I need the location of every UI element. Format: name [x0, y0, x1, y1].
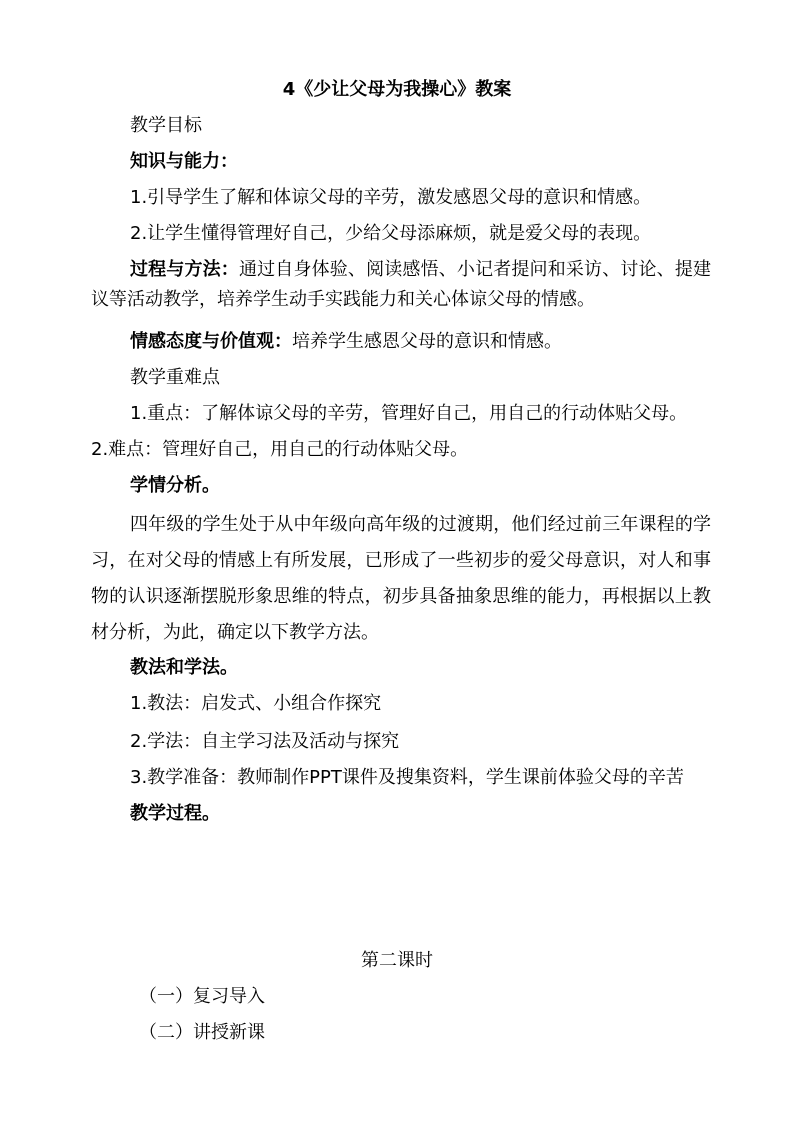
process-method-text: 通过自身体验、阅读感悟、小记者提问和采访、讨论、提建议等活动教学，培养学生动手实践能力和关心体谅父母的情感。 [91, 259, 711, 310]
document-title: 4《少让父母为我操心》教案 [282, 79, 512, 100]
analysis-heading: 学情分析。 [130, 475, 220, 496]
teaching-process-heading: 教学过程。 [130, 803, 220, 824]
methods-item-3: 3.教学准备：教师制作PPT课件及搜集资料，学生课前体验父母的辛苦 [130, 767, 684, 788]
keypoint-item-2: 2.难点：管理好自己，用自己的行动体贴父母。 [91, 439, 469, 460]
methods-heading: 教法和学法。 [130, 657, 238, 678]
knowledge-heading: 知识与能力： [130, 151, 238, 172]
methods-item-1: 1.教法：启发式、小组合作探究 [130, 693, 382, 714]
knowledge-item-1: 1.引导学生了解和体谅父母的辛劳，激发感恩父母的意识和情感。 [130, 187, 652, 208]
keypoint-item-1: 1.重点：了解体谅父母的辛劳，管理好自己，用自己的行动体贴父母。 [130, 403, 688, 424]
keypoint-heading: 教学重难点 [130, 367, 220, 388]
process-method-paragraph [91, 255, 711, 315]
methods-item-2: 2.学法：自主学习法及活动与探究 [130, 731, 400, 752]
emotion-label: 情感态度与价值观： [130, 331, 292, 352]
emotion-text: 培养学生感恩父母的意识和情感。 [292, 331, 562, 352]
emotion-paragraph [130, 330, 562, 354]
lesson-part-2: （二）讲授新课 [139, 1022, 265, 1043]
teaching-goal-heading: 教学目标 [130, 115, 202, 136]
process-method-label: 过程与方法： [130, 259, 239, 280]
lesson-title: 第二课时 [361, 950, 433, 971]
knowledge-item-2: 2.让学生懂得管理好自己，少给父母添麻烦，就是爱父母的表现。 [130, 223, 652, 244]
analysis-paragraph: 四年级的学生处于从中年级向高年级的过渡期，他们经过前三年课程的学习，在对父母的情感上有所发展，已形成了一些初步的爱父母意识，对人和事物的认识逐渐摆脱形象思维的特点，初步具备抽象思维的能力，再根据以上教材分析，为此，确定以下教学方法。 [91, 514, 711, 643]
lesson-part-1: （一）复习导入 [139, 986, 265, 1007]
